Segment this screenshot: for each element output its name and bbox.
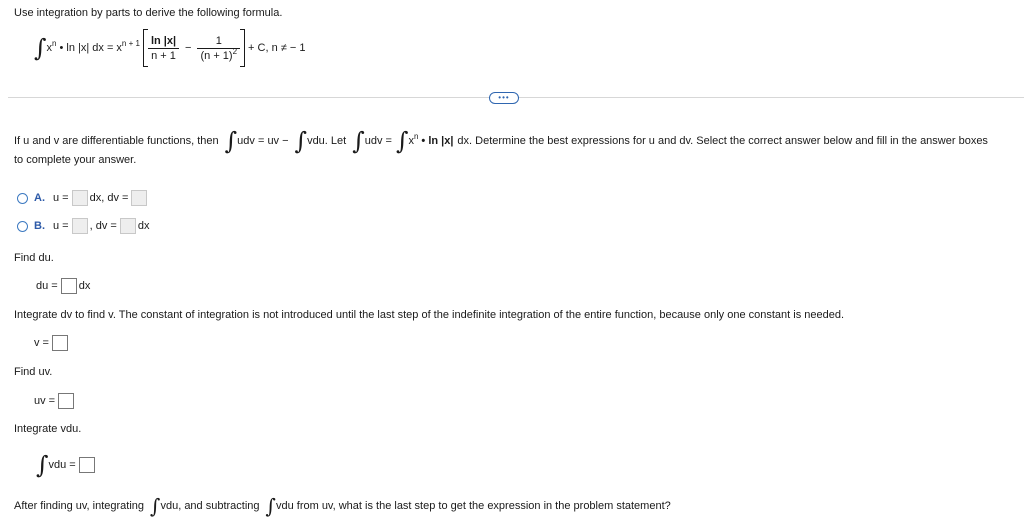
option-b-radio[interactable] bbox=[17, 221, 28, 232]
option-a-dv-label: dx, dv = bbox=[89, 192, 129, 204]
find-du-label: Find du. bbox=[14, 252, 54, 264]
option-b-u-box[interactable] bbox=[72, 218, 88, 234]
integral-sign: ∫ bbox=[395, 127, 409, 155]
option-a-u-label: u = bbox=[53, 192, 69, 204]
problem-prompt: Use integration by parts to derive the following formula. bbox=[14, 7, 283, 19]
option-a-radio[interactable] bbox=[17, 193, 28, 204]
integrate-dv-instruction: Integrate dv to find v. The constant of integration is not introduced until the last step of the indefinite integration of the entire function, because only one constant is needed. bbox=[14, 309, 845, 321]
formula-exp-n: n bbox=[52, 38, 57, 48]
formula-lhs: • ln |x| dx = x bbox=[59, 42, 122, 54]
du-input-box[interactable] bbox=[61, 278, 77, 294]
more-options-button[interactable]: ••• bbox=[489, 92, 519, 104]
integrate-vdu-label: Integrate vdu. bbox=[14, 423, 82, 435]
integral-sign: ∫ bbox=[34, 34, 47, 62]
uv-input-box[interactable] bbox=[58, 393, 74, 409]
du-answer-row: du = dx bbox=[36, 280, 91, 292]
option-b-dv-box[interactable] bbox=[120, 218, 136, 234]
minus-sign: − bbox=[185, 42, 192, 54]
integral-sign: ∫ bbox=[265, 494, 276, 518]
fraction-one-over: $\frac{1}{(n + 1)^2}$ bbox=[197, 35, 240, 62]
integral-sign: ∫ bbox=[352, 127, 365, 155]
fraction-ln-x: $\frac{\ln |x|}{n + 1}$ bbox=[148, 35, 179, 62]
uv-answer-row: uv = bbox=[34, 392, 74, 410]
intro-line-1: If u and v are differentiable functions, then ∫ udv = uv − ∫ vdu. Let ∫ udv = ∫ x n • ln |x| dx. Determine the best expressions for u and dv. Select the correct answer below and fill in the answer boxes bbox=[14, 127, 988, 155]
formula-tail: + C, n ≠ − 1 bbox=[248, 42, 306, 54]
integral-sign: ∫ bbox=[294, 127, 308, 155]
option-a-dv-box[interactable] bbox=[131, 190, 147, 206]
intro-line-2: to complete your answer. bbox=[14, 154, 137, 166]
vdu-answer-row: ∫ vdu = bbox=[36, 452, 95, 478]
option-a-letter: A. bbox=[34, 192, 45, 204]
right-bracket bbox=[240, 29, 245, 67]
final-question: After finding uv, integrating ∫ vdu, and subtracting ∫ vdu from uv, what is the last step to get the expression in the problem statement? bbox=[14, 494, 671, 518]
vdu-input-box[interactable] bbox=[79, 457, 95, 473]
integral-sign: ∫ bbox=[150, 494, 161, 518]
find-uv-label: Find uv. bbox=[14, 366, 53, 378]
option-b-letter: B. bbox=[34, 220, 45, 232]
v-answer-row: v = bbox=[34, 334, 68, 352]
integral-sign: ∫ bbox=[36, 451, 49, 479]
formula-exp-n-plus-1: n + 1 bbox=[121, 38, 140, 48]
formula-x: x bbox=[46, 42, 53, 54]
option-a-u-box[interactable] bbox=[72, 190, 88, 206]
v-input-box[interactable] bbox=[52, 335, 68, 351]
target-formula bbox=[34, 28, 305, 68]
option-b-dx: dx bbox=[137, 220, 150, 232]
option-b-u-label: u = bbox=[53, 220, 69, 232]
option-a[interactable] bbox=[17, 189, 147, 207]
integral-sign: ∫ bbox=[224, 127, 238, 155]
option-b-dv-label: , dv = bbox=[89, 220, 117, 232]
option-b[interactable] bbox=[17, 217, 149, 235]
